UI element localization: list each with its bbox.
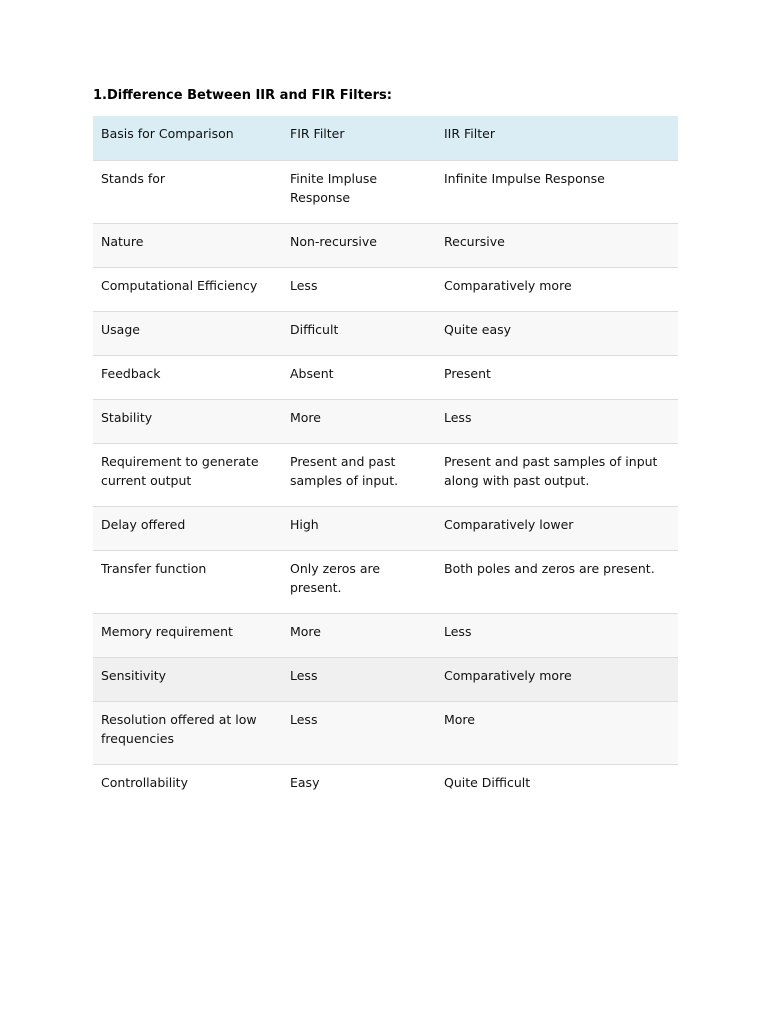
- comparison-table: [93, 116, 678, 808]
- table-cell-iir: Quite Difficult: [444, 774, 531, 790]
- table-cell-fir: Only zeros are present.: [290, 560, 381, 595]
- table-cell-fir: Non-recursive: [290, 233, 377, 249]
- table-cell-basis: Transfer function: [101, 560, 207, 576]
- table-cell-basis: Controllability: [101, 774, 188, 790]
- table-row: [93, 613, 678, 657]
- table-cell-basis: Sensitivity: [101, 667, 167, 683]
- table-cell-fir: More: [290, 623, 321, 639]
- table-row: [93, 443, 678, 506]
- table-header-row: [93, 116, 678, 160]
- table-row: [93, 355, 678, 399]
- header-fir-filter: FIR Filter: [290, 126, 345, 141]
- table-cell-iir: Infinite Impulse Response: [444, 170, 605, 186]
- table-cell-basis: Computational Efficiency: [101, 277, 258, 293]
- table-body: [93, 160, 678, 808]
- table-row: [93, 506, 678, 550]
- table-cell-iir: Present: [444, 365, 491, 381]
- table-cell-fir: Less: [290, 711, 318, 727]
- table-cell-basis: Stands for: [101, 170, 166, 186]
- table-cell-fir: Easy: [290, 774, 320, 790]
- table-row: [93, 550, 678, 613]
- table-row: [93, 223, 678, 267]
- table-row: [93, 160, 678, 223]
- table-cell-iir: Comparatively more: [444, 277, 572, 293]
- table-cell-iir: Comparatively more: [444, 667, 572, 683]
- table-cell-iir: Recursive: [444, 233, 505, 249]
- header-iir-filter: IIR Filter: [444, 126, 495, 141]
- table-row: [93, 701, 678, 764]
- header-basis-for-comparison: Basis for Comparison: [101, 126, 234, 141]
- table-cell-iir: Present and past samples of input along with past output.: [444, 453, 658, 488]
- table-cell-basis: Nature: [101, 233, 144, 249]
- table-cell-fir: Absent: [290, 365, 334, 381]
- table-cell-fir: High: [290, 516, 319, 532]
- table-cell-fir: Difficult: [290, 321, 339, 337]
- page-title: 1.Difference Between IIR and FIR Filters:: [93, 88, 392, 103]
- table-cell-iir: More: [444, 711, 475, 727]
- table-cell-fir: Present and past samples of input.: [290, 453, 399, 488]
- table-row: [93, 657, 678, 701]
- table-cell-iir: Quite easy: [444, 321, 512, 337]
- table-cell-iir: Less: [444, 409, 472, 425]
- table-cell-fir: Finite Impluse Response: [290, 170, 378, 205]
- table-header: [93, 116, 678, 160]
- table-row: [93, 764, 678, 808]
- table-cell-basis: Memory requirement: [101, 623, 233, 639]
- table-cell-fir: Less: [290, 667, 318, 683]
- table-row: [93, 267, 678, 311]
- table-cell-fir: Less: [290, 277, 318, 293]
- table-row: [93, 399, 678, 443]
- table-cell-basis: Resolution offered at low frequencies: [101, 711, 257, 746]
- table-cell-basis: Requirement to generate current output: [101, 453, 259, 488]
- table-cell-basis: Usage: [101, 321, 140, 337]
- table-cell-iir: Comparatively lower: [444, 516, 574, 532]
- table-cell-basis: Stability: [101, 409, 153, 425]
- table-cell-basis: Delay offered: [101, 516, 186, 532]
- table-cell-iir: Both poles and zeros are present.: [444, 560, 655, 576]
- table-cell-basis: Feedback: [101, 365, 161, 381]
- table-cell-iir: Less: [444, 623, 472, 639]
- table-cell-fir: More: [290, 409, 321, 425]
- table-row: [93, 311, 678, 355]
